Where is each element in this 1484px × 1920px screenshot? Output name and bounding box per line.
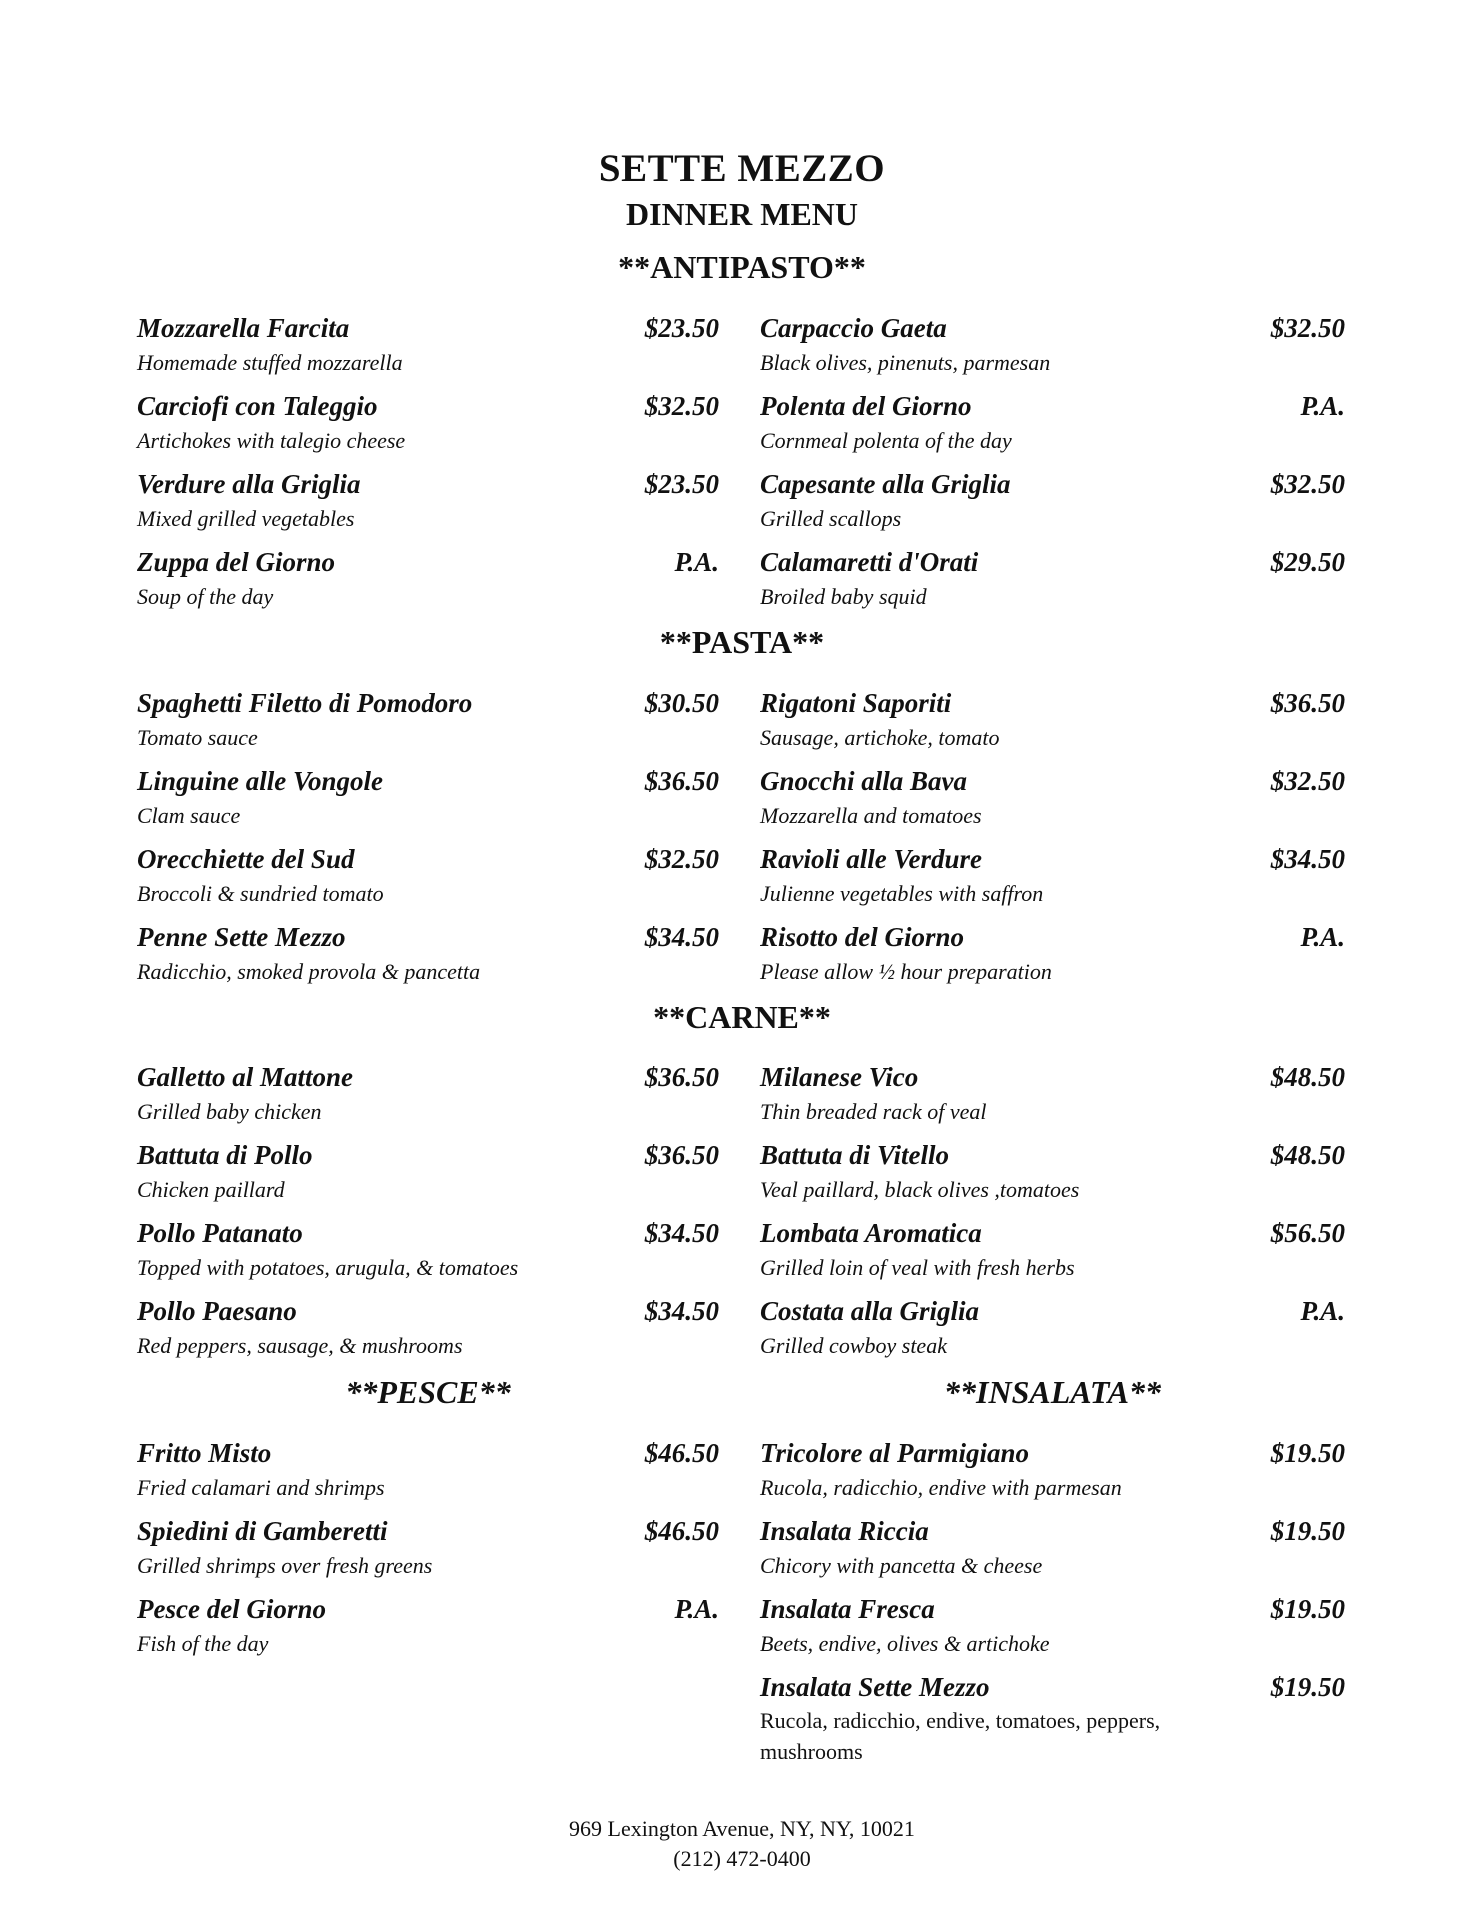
- item-name: Linguine alle Vongole: [137, 766, 384, 796]
- item-price: P.A.: [674, 547, 719, 577]
- item-name: Spaghetti Filetto di Pomodoro: [137, 688, 473, 718]
- menu-item: [137, 1062, 719, 1140]
- item-name: Pesce del Giorno: [137, 1594, 326, 1624]
- item-name: Zuppa del Giorno: [137, 547, 336, 577]
- menu-item: [137, 688, 719, 766]
- restaurant-name: SETTE MEZZO: [598, 147, 886, 190]
- menu-title: DINNER MENU: [626, 196, 858, 232]
- item-name: Insalata Riccia: [760, 1516, 929, 1546]
- menu-item: [137, 766, 719, 844]
- item-price: $32.50: [644, 391, 719, 421]
- item-name: Spiedini di Gamberetti: [137, 1516, 388, 1546]
- item-description: Rucola, radicchio, endive with parmesan: [760, 1475, 1122, 1500]
- item-price: $36.50: [644, 766, 719, 796]
- pesce-column: [137, 1438, 719, 1672]
- item-description: Soup of the day: [137, 584, 274, 609]
- item-price: $34.50: [644, 1218, 719, 1248]
- menu-item: [760, 313, 1345, 391]
- item-name: Verdure alla Griglia: [137, 469, 361, 499]
- item-price: P.A.: [1300, 391, 1345, 421]
- section-title-pesce: **PESCE**: [345, 1374, 511, 1410]
- item-price: $29.50: [1270, 547, 1345, 577]
- item-name: Fritto Misto: [137, 1438, 272, 1468]
- item-description: Veal paillard, black olives ,tomatoes: [760, 1177, 1080, 1202]
- menu-item: [760, 1140, 1345, 1218]
- menu-item: [137, 1296, 719, 1374]
- item-price: $32.50: [644, 844, 719, 874]
- item-description: Grilled loin of veal with fresh herbs: [760, 1255, 1075, 1280]
- item-description: Mozzarella and tomatoes: [760, 803, 982, 828]
- item-price: $36.50: [644, 1062, 719, 1092]
- item-price: $36.50: [1270, 688, 1345, 718]
- item-price: $19.50: [1270, 1438, 1345, 1468]
- item-name: Risotto del Giorno: [760, 922, 965, 952]
- menu-item: [760, 922, 1345, 1000]
- menu-item: [137, 391, 719, 469]
- antipasto-left-column: [137, 313, 719, 625]
- menu-item: [137, 1140, 719, 1218]
- menu-item: [760, 688, 1345, 766]
- item-price: $56.50: [1270, 1218, 1345, 1248]
- item-price: $19.50: [1270, 1594, 1345, 1624]
- item-name: Capesante alla Griglia: [760, 469, 1011, 499]
- item-price: $32.50: [1270, 469, 1345, 499]
- item-description: Broccoli & sundried tomato: [137, 881, 384, 906]
- carne-right-column: [760, 1062, 1345, 1374]
- item-description: Beets, endive, olives & artichoke: [760, 1631, 1050, 1656]
- item-description: Homemade stuffed mozzarella: [137, 350, 403, 375]
- item-name: Rigatoni Saporiti: [760, 688, 952, 718]
- menu-item: [760, 1218, 1345, 1296]
- item-price: $19.50: [1270, 1672, 1345, 1702]
- item-description: Fried calamari and shrimps: [137, 1475, 385, 1500]
- item-price: $46.50: [644, 1438, 719, 1468]
- item-description: Radicchio, smoked provola & pancetta: [137, 959, 481, 984]
- menu-item: [137, 844, 719, 922]
- item-name: Calamaretti d'Orati: [760, 547, 979, 577]
- item-description: Please allow ½ hour preparation: [760, 959, 1052, 984]
- item-price: $48.50: [1270, 1140, 1345, 1170]
- item-price: $36.50: [644, 1140, 719, 1170]
- section-title-carne: **CARNE**: [653, 999, 831, 1035]
- section-title-pasta: **PASTA**: [659, 624, 825, 660]
- item-description: Sausage, artichoke, tomato: [760, 725, 1000, 750]
- item-name: Galletto al Mattone: [137, 1062, 353, 1092]
- item-price: $19.50: [1270, 1516, 1345, 1546]
- restaurant-phone: (212) 472-0400: [673, 1846, 811, 1871]
- menu-item: [760, 1062, 1345, 1140]
- menu-item: [137, 1218, 719, 1296]
- item-name: Insalata Fresca: [760, 1594, 935, 1624]
- item-description: Tomato sauce: [137, 725, 258, 750]
- item-name: Mozzarella Farcita: [137, 313, 350, 343]
- item-description: Red peppers, sausage, & mushrooms: [137, 1333, 463, 1358]
- item-name: Carpaccio Gaeta: [760, 313, 947, 343]
- item-description: Broiled baby squid: [760, 584, 927, 609]
- menu-item: [760, 1438, 1345, 1516]
- menu-item: [760, 1296, 1345, 1374]
- item-price: $48.50: [1270, 1062, 1345, 1092]
- menu-item: [760, 1516, 1345, 1594]
- item-name: Carciofi con Taleggio: [137, 391, 378, 421]
- item-description: Cornmeal polenta of the day: [760, 428, 1012, 453]
- menu-item: [760, 469, 1345, 547]
- item-description: Grilled baby chicken: [137, 1099, 322, 1124]
- item-description: Fish of the day: [137, 1631, 269, 1656]
- item-name: Battuta di Vitello: [760, 1140, 950, 1170]
- item-price: $34.50: [1270, 844, 1345, 874]
- item-name: Lombata Aromatica: [760, 1218, 982, 1248]
- item-price: P.A.: [1300, 922, 1345, 952]
- item-name: Pollo Paesano: [137, 1296, 297, 1326]
- item-description: Julienne vegetables with saffron: [760, 881, 1044, 906]
- item-price: $34.50: [644, 922, 719, 952]
- menu-item: [760, 1672, 1345, 1764]
- item-description: Clam sauce: [137, 803, 241, 828]
- item-price: $32.50: [1270, 766, 1345, 796]
- menu-item: [760, 844, 1345, 922]
- menu-item: [760, 547, 1345, 625]
- item-description: Thin breaded rack of veal: [760, 1099, 987, 1124]
- insalata-column: [760, 1438, 1345, 1764]
- menu-item: [137, 547, 719, 625]
- item-name: Orecchiette del Sud: [137, 844, 355, 874]
- pasta-left-column: [137, 688, 719, 1000]
- menu-item: [760, 766, 1345, 844]
- menu-item: [137, 313, 719, 391]
- menu-item: [137, 922, 719, 1000]
- menu-item: [137, 1594, 719, 1672]
- item-price: $32.50: [1270, 313, 1345, 343]
- item-name: Tricolore al Parmigiano: [760, 1438, 1029, 1468]
- item-name: Battuta di Pollo: [137, 1140, 313, 1170]
- item-description: Black olives, pinenuts, parmesan: [760, 350, 1051, 375]
- item-description: Mixed grilled vegetables: [137, 506, 355, 531]
- item-name: Pollo Patanato: [137, 1218, 303, 1248]
- item-name: Penne Sette Mezzo: [137, 922, 346, 952]
- item-description: Artichokes with talegio cheese: [137, 428, 406, 453]
- item-price: P.A.: [674, 1594, 719, 1624]
- carne-left-column: [137, 1062, 719, 1374]
- restaurant-address: 969 Lexington Avenue, NY, NY, 10021: [569, 1816, 915, 1841]
- item-description: Grilled shrimps over fresh greens: [137, 1553, 433, 1578]
- menu-item: [760, 1594, 1345, 1672]
- item-description: Grilled scallops: [760, 506, 902, 531]
- item-name: Polenta del Giorno: [760, 391, 972, 421]
- item-name: Costata alla Griglia: [760, 1296, 980, 1326]
- item-description: Chicken paillard: [137, 1177, 285, 1202]
- item-price: $23.50: [644, 469, 719, 499]
- menu-item: [760, 391, 1345, 469]
- item-price: $34.50: [644, 1296, 719, 1326]
- item-description: Grilled cowboy steak: [760, 1333, 947, 1358]
- menu-item: [137, 1438, 719, 1516]
- menu-item: [137, 469, 719, 547]
- item-name: Gnocchi alla Bava: [760, 766, 967, 796]
- section-title-insalata: **INSALATA**: [944, 1374, 1161, 1410]
- section-title-antipasto: **ANTIPASTO**: [618, 249, 866, 285]
- item-name: Milanese Vico: [760, 1062, 919, 1092]
- item-price: $46.50: [644, 1516, 719, 1546]
- item-description: Topped with potatoes, arugula, & tomatoes: [137, 1255, 519, 1280]
- item-description: Chicory with pancetta & cheese: [760, 1553, 1043, 1578]
- menu-item: [137, 1516, 719, 1594]
- item-name: Ravioli alle Verdure: [760, 844, 982, 874]
- item-price: $23.50: [644, 313, 719, 343]
- item-name: Insalata Sette Mezzo: [760, 1672, 990, 1702]
- antipasto-right-column: [760, 313, 1345, 625]
- pasta-right-column: [760, 688, 1345, 1000]
- item-price: $30.50: [644, 688, 719, 718]
- item-description: Rucola, radicchio, endive, tomatoes, peppers, mushrooms: [760, 1708, 1161, 1764]
- item-price: P.A.: [1300, 1296, 1345, 1326]
